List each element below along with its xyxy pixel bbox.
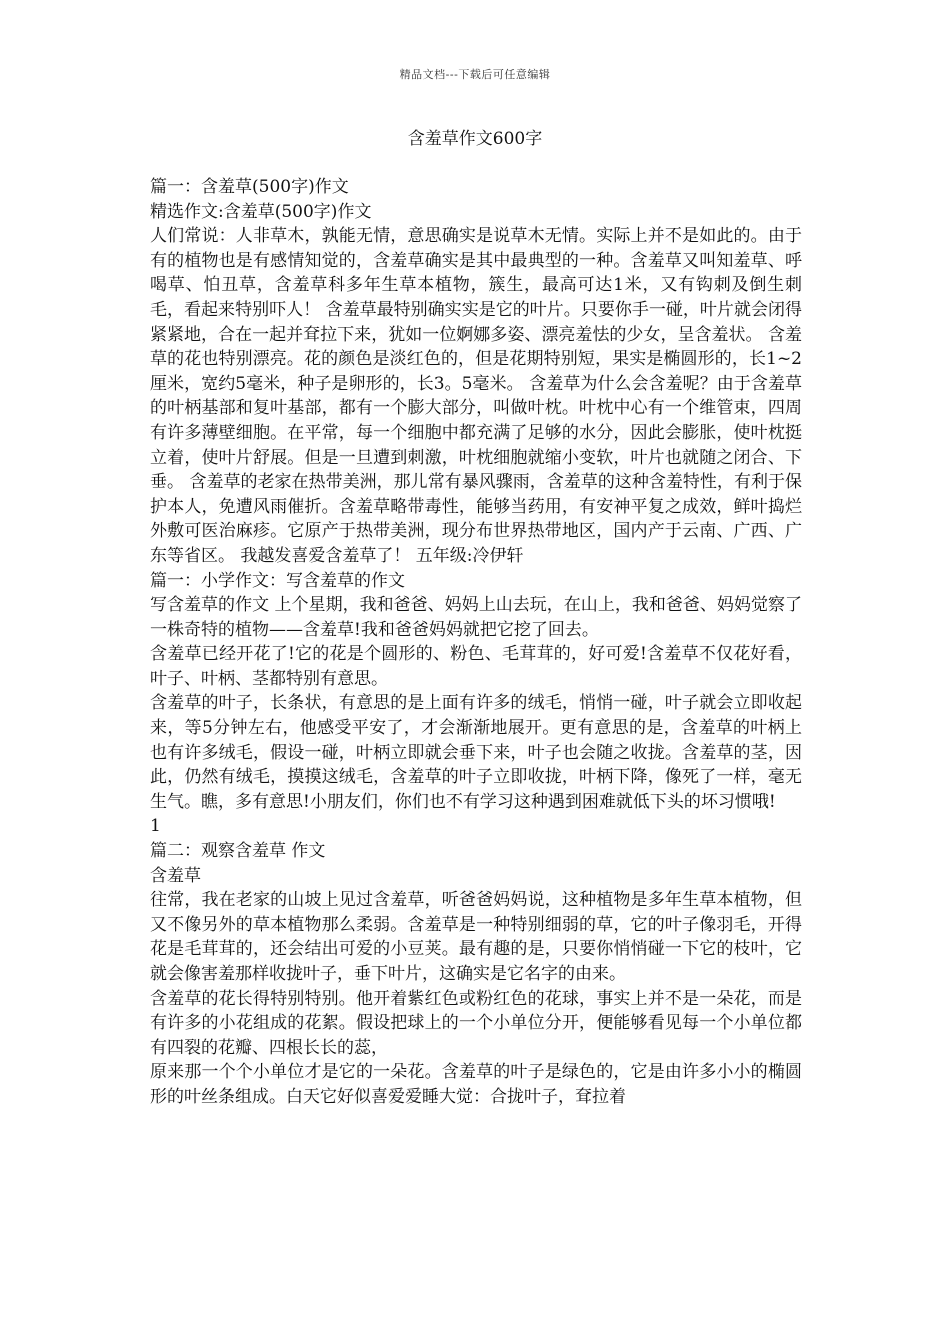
body-paragraph: 原来那一个个小单位才是它的一朵花。含羞草的叶子是绿色的，它是由许多小小的椭圆形的叶丝条组成。白天它好似喜爱爱睡大觉：合拢叶子，耷拉着 (150, 1062, 802, 1107)
header-note: 精品文档---下载后可任意编辑 (399, 68, 551, 81)
body-paragraph: 含羞草已经开花了!它的花是个圆形的、粉色、毛茸茸的，好可爱!含羞草不仅花好看，叶子、叶柄、茎都特别有意思。 (150, 644, 802, 689)
body-paragraph: 人们常说：人非草木，孰能无情，意思确实是说草木无情。实际上并不是如此的。由于有的植物也是有感情知觉的，含羞草确实是其中最典型的一种。含羞草又叫知羞草、呼喝草、怕丑草，含羞草科多年生草本植物，簇生，最高可达1米，又有钩刺及倒生刺毛，看起来特别吓人！ 含羞草最特别确实实是它的叶片。只要你手一碰，叶片就会闭得紧紧地，合在一起并耷拉下来，犹如一位婀娜多姿、漂亮羞怯的少女，呈含羞状。 含羞草的花也特别漂亮。花的颜色是淡红色的，但是花期特别短，果实是椭圆形的，长1~2厘米，宽约5毫米，种子是卵形的，长3。5毫米。 含羞草为什么会含羞呢？由于含羞草的叶柄基部和复叶基部，都有一个膨大部分，叫做叶枕。叶枕中心有一个维管束，四周有许多薄壁细胞。在平常，每一个细胞中都充满了足够的水分，因此会膨胀，使叶枕挺立着，使叶片舒展。但是一旦遭到刺激，叶枕细胞就缩小变软，叶片也就随之闭合、下垂。 含羞草的老家在热带美洲，那儿常有暴风骤雨，含羞草的这种含羞特性，有利于保护本人，免遭风雨催折。含羞草略带毒性，能够当药用，有安神平复之成效，鲜叶捣烂外敷可医治麻疹。它原产于热带美洲，现分布世界热带地区，国内产于云南、广西、广东等省区。 我越发喜爱含羞草了！ 五年级:冷伊轩 (150, 226, 802, 566)
body-paragraph: 写含羞草的作文 上个星期，我和爸爸、妈妈上山去玩，在山上，我和爸爸、妈妈觉察了一株奇特的植物——含羞草!我和爸爸妈妈就把它挖了回去。 (150, 595, 802, 640)
section-subheading: 含羞草 (150, 865, 201, 886)
section-subheading: 精选作文:含羞草(500字)作文 (150, 201, 372, 222)
body-paragraph: 往常，我在老家的山坡上见过含羞草，听爸爸妈妈说，这种植物是多年生草本植物，但又不像另外的草本植物那么柔弱。含羞草是一种特别细弱的草，它的叶子像羽毛，开得花是毛茸茸的，还会结出可爱的小豆荚。最有趣的是，只要你悄悄碰一下它的枝叶，它就会像害羞那样收拢叶子，垂下叶片，这确实是它名字的由来。 (150, 890, 802, 984)
section-heading: 篇一：含羞草(500字)作文 (150, 177, 349, 197)
document-body (150, 175, 802, 1110)
section-heading: 篇二：观察含羞草 作文 (150, 841, 326, 862)
page-number: 1 (150, 816, 161, 837)
document-title: 含羞草作文600字 (407, 129, 543, 149)
body-paragraph: 含羞草的叶子，长条状，有意思的是上面有许多的绒毛，悄悄一碰，叶子就会立即收起来，等5分钟左右，他感受平安了，才会渐渐地展开。更有意思的是，含羞草的叶柄上也有许多绒毛，假设一碰，叶柄立即就会垂下来，叶子也会随之收拢。含羞草的茎，因此，仍然有绒毛，摸摸这绒毛，含羞草的叶子立即收拢，叶柄下降，像死了一样，毫无生气。瞧，多有意思!小朋友们，你们也不有学习这种遇到困难就低下头的坏习惯哦! (150, 693, 802, 812)
section-heading: 篇一：小学作文：写含羞草的作文 (150, 570, 405, 591)
body-paragraph: 含羞草的花长得特别特别。他开着紫红色或粉红色的花球，事实上并不是一朵花，而是有许多的小花组成的花絮。假设把球上的一个小单位分开，便能够看见每一个小单位都有四裂的花瓣、四根长长的蕊， (150, 988, 802, 1058)
